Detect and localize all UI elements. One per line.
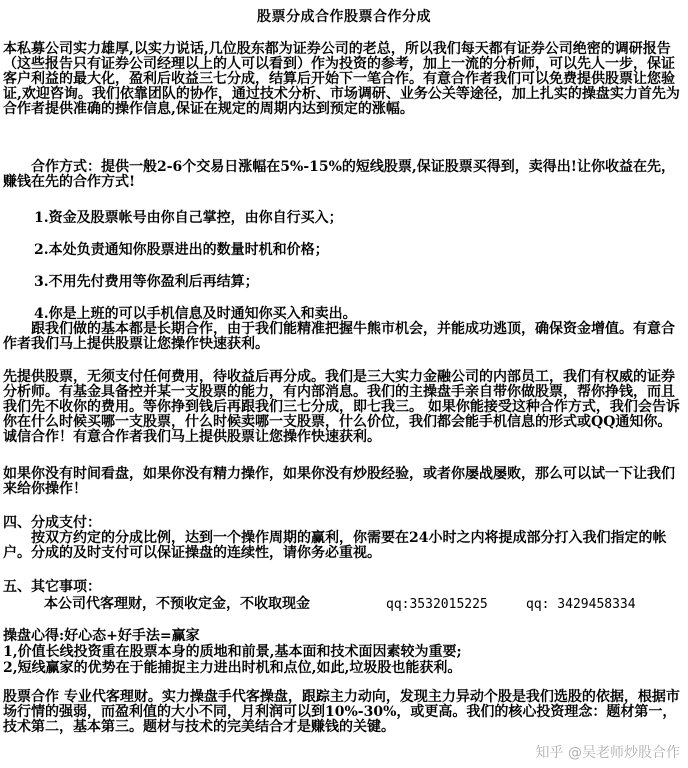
- tip-2: 2,短线赢家的优势在于能捕捉主力进出时机和点位,如此,垃圾股也能获利。: [3, 660, 462, 676]
- closing-paragraph: 股票合作 专业代客理财。实力操盘手代客操盘，跟踪主力动向，发现主力异动个股是我们选股的依据，根据市场行情的强弱，而盈利值的大小不同，月利润可以到10%-30%，或更高。我们的核心投资理念：题材第一，技术第二，基本第三。题材与技术的完美结合才是赚钱的关键。: [3, 689, 680, 735]
- section4-body: 按双方约定的分成比例，达到一个操作周期的赢利，你需要在24小时之内将提成部分打入我们指定的帐户。分成的及时支付可以保证操盘的连续性，请你务必重视。: [3, 530, 667, 561]
- section4-heading: 四、分成支付：: [3, 515, 101, 531]
- qq-contact-1: qq:3532015225: [386, 597, 488, 612]
- list-item-2: 2.本处负责通知你股票进出的数量时机和价格；: [34, 242, 329, 258]
- section5-heading: 五、其它事项：: [3, 579, 101, 595]
- intro-paragraph: 本私募公司实力雄厚,以实力说话,几位股东都为证券公司的老总，所以我们每天都有证券公司绝密的调研报告（这些报告只有证券公司经理以上的人可以看到）作为投资的参考，加上一流的分析师，可以先人一步，保证客户利益的最大化，盈利后收益三七分成，结算后开始下一笔合作。有意合作者我们可以免费提供股票让您验证,欢迎咨询。我们依靠团队的协作，通过技术分析、市场调研、业务公关等途径，加上扎实的操盘实力首先为合作者提供准确的操作信息,保证在规定的周期内达到预定的涨幅。: [3, 41, 680, 117]
- no-time-paragraph: 如果你没有时间看盘，如果你没有精力操作，如果你没有炒股经验，或者你屡战屡败，那么可以试一下让我们来给你操作！: [3, 466, 675, 497]
- zhihu-watermark: 知乎 @吴老师炒股合作: [535, 745, 680, 761]
- provide-first-paragraph: 先提供股票，无须支付任何费用，待收益后再分成。我们是三大实力金融公司的内部员工，我们有权威的证券分析师。有基金具备控并某一支股票的能力，有内部消息。我们的主操盘手亲自带你做股票，帮你挣钱，而且我们先不收你的费用。等你挣到钱后再跟我们三七分成，即七我三。 如果你能接受这种合作方式，我们会告诉你在什么时候买哪一支股票，什么时候卖哪一支股票，什么价位，我们都会能手机信息的形式或QQ通知你。诚信合作！有意合作者我们马上提供股票让您操作快速获利。: [3, 369, 680, 445]
- tips-heading: 操盘心得:好心态+好手法=赢家: [3, 628, 200, 644]
- section5-body: 本公司代客理财，不预收定金，不收取现金: [44, 596, 310, 612]
- list-item-1: 1.资金及股票帐号由你自己掌控，由你自行买入；: [34, 210, 343, 226]
- cooperation-method-paragraph: 合作方式：提供一般2-6个交易日涨幅在5%-15%的短线股票,保证股票买得到，卖得出!让你收益在先，赚钱在先的合作方式!: [3, 159, 675, 190]
- long-term-paragraph: 跟我们做的基本都是长期合作，由于我们能精准把握牛熊市机会，并能成功逃顶，确保资金增值。有意合作者我们马上提供股票让您操作快速获利。: [3, 321, 675, 352]
- list-item-3: 3.不用先付费用等你盈利后再结算；: [34, 274, 259, 290]
- qq-contact-2: qq: 3429458334: [526, 597, 636, 612]
- page-title: 股票分成合作股票合作分成: [257, 9, 431, 25]
- tip-1: 1,价值长线投资重在股票本身的质地和前景,基本面和技术面因素较为重要;: [3, 644, 462, 660]
- list-item-4: 4.你是上班的可以手机信息及时通知你买入和卖出。: [34, 306, 357, 322]
